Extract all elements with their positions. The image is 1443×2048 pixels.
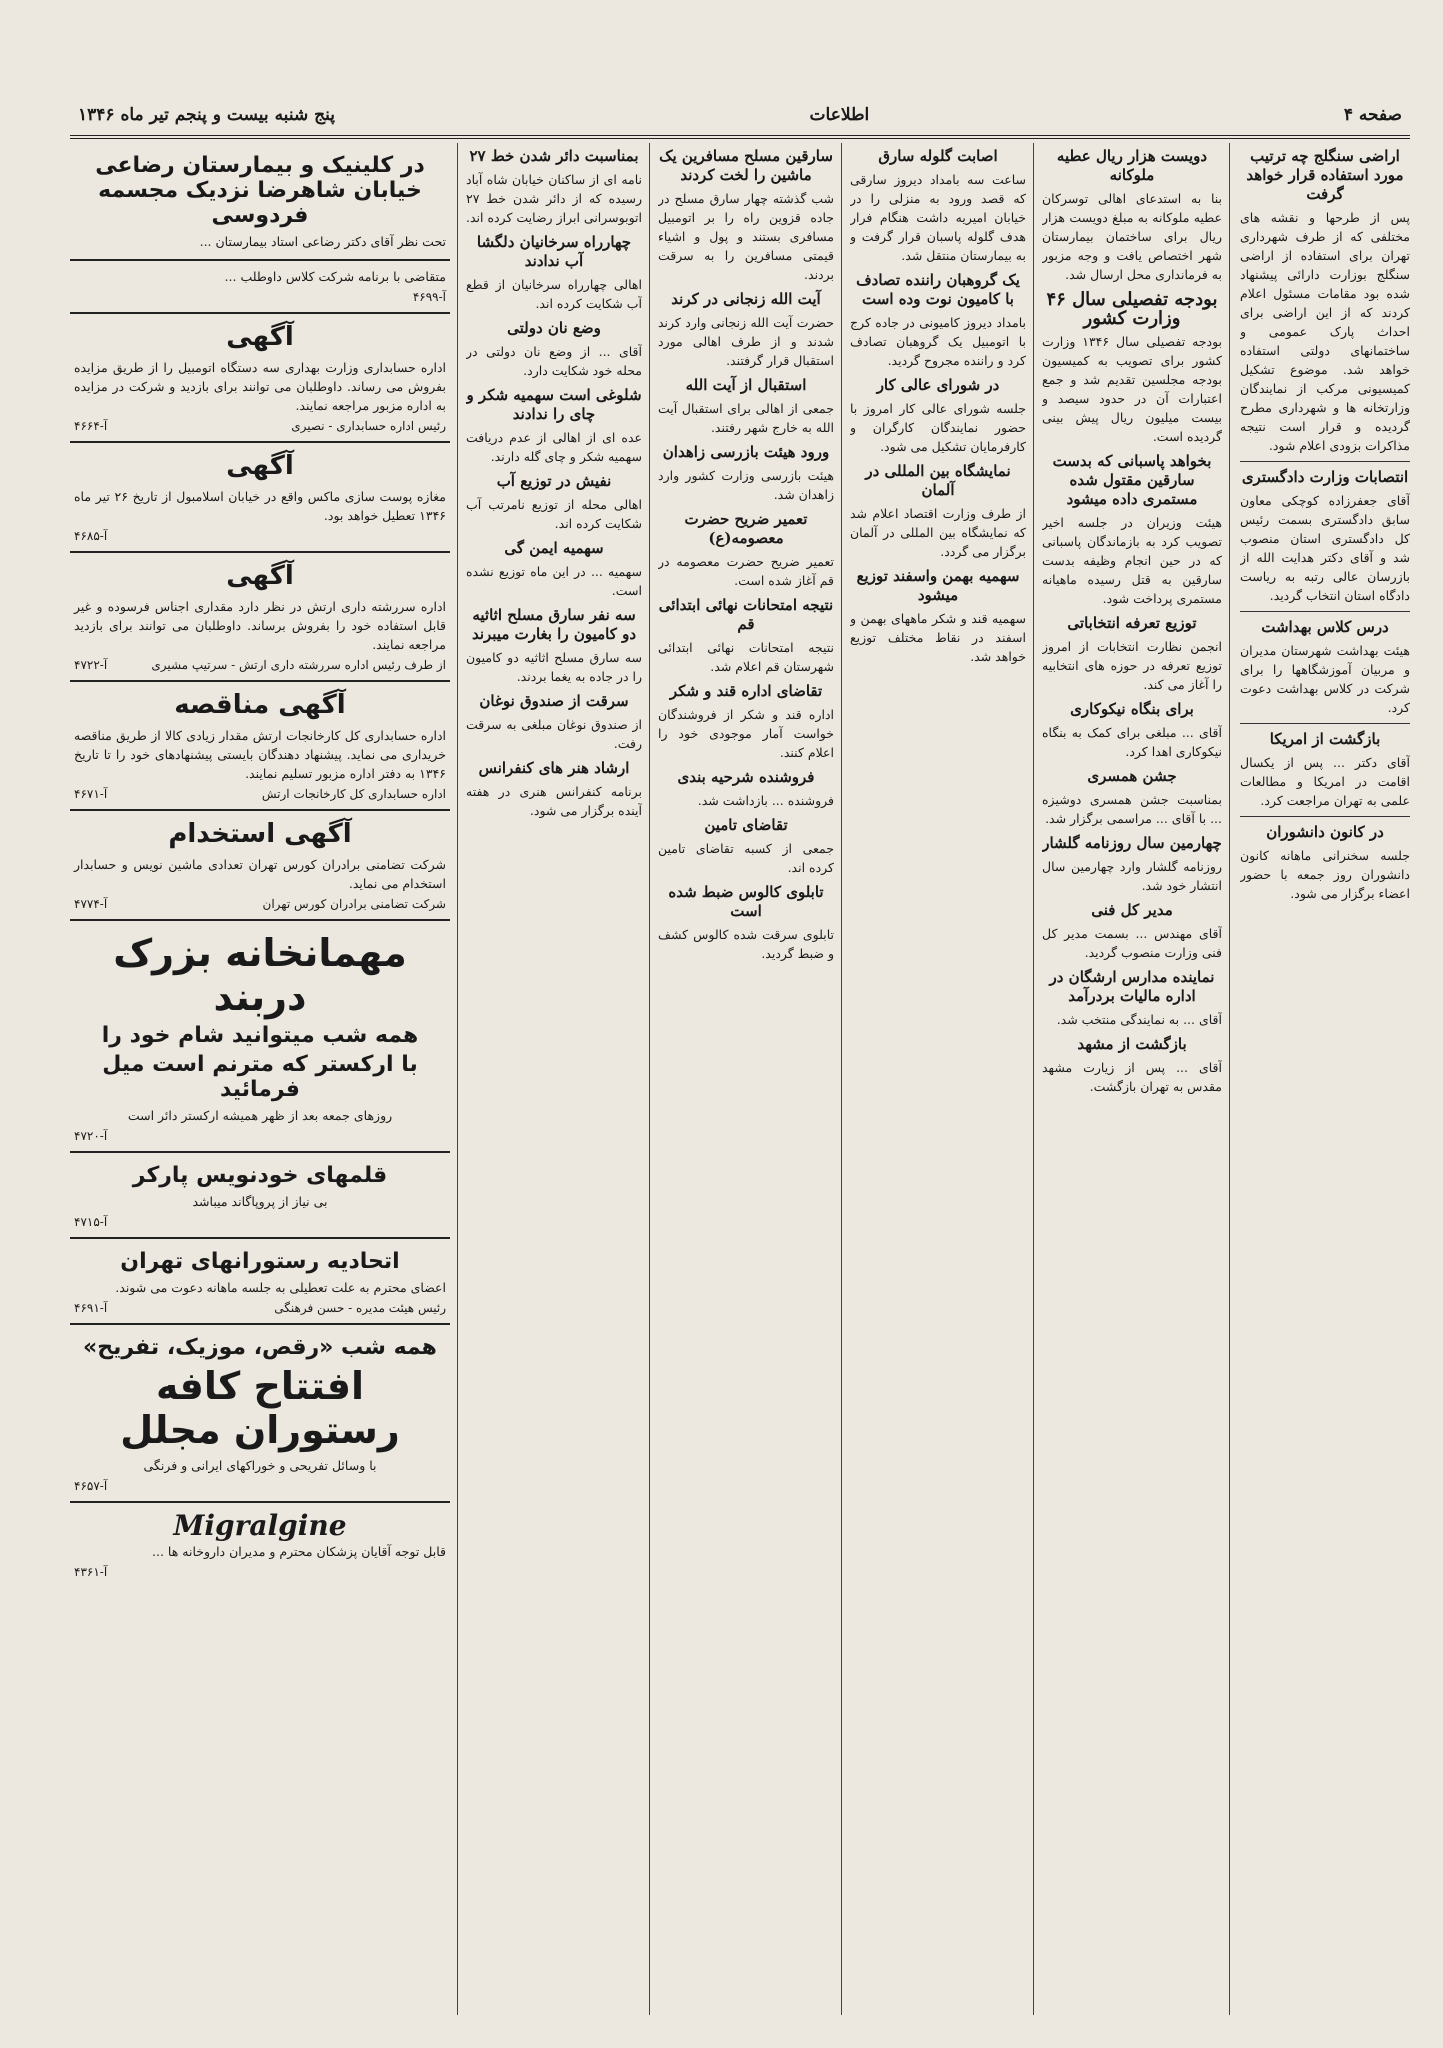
article-body: بودجه تفصیلی سال ۱۳۴۶ وزارت کشور برای تصویب به کمیسیون بودجه مجلسین تقدیم شد و جمع اعتبارات آن در حدود سیصد و بیست میلیون ریال پیش بینی گردیده است. [1042,334,1222,444]
ad-text: با وسائل تفریحی و خوراکهای ایرانی و فرنگی [143,1458,377,1473]
article-title: در شورای عالی کار [876,376,1000,394]
ad-1 [70,314,450,443]
ad-heading: اتحادیه رستورانهای تهران [120,1249,400,1274]
article-body: بامداد دیروز کامیونی در جاده کرج با اتومبیل یک گروهبان تصادف کرد و راننده مجروح گردید. [850,315,1026,368]
ad-line: روزهای جمعه بعد از ظهر همیشه ارکستر دائر است [127,1108,393,1123]
article-body: برنامه کنفرانس هنری در هفته آینده برگزار می شود. [466,784,642,818]
column-news-2 [1042,143,1222,2015]
article-body: هیئت بازرسی وزارت کشور وارد زاهدان شد. [658,468,834,502]
article-body: سهمیه ... در این ماه توزیع نشده است. [466,564,642,598]
article-title: بازگشت از مشهد [1077,1035,1187,1053]
ad-6 [70,921,450,1153]
ad-code: آ-۴۷۲۲ [74,658,108,672]
article-title: بازگشت از امریکا [1269,730,1381,748]
article-body: پس از طرحها و نقشه های مختلفی که از طرف شهرداری تهران برای استفاده از اراضی سنگلج بوزارت دارائی پیشنهاد شده بود مقامات مسئول اعلام کردند که از این اراضی برای احداث پارک عمومی و ساختمانهای دولتی استفاده خواهد شد. موضوع تشکیل کمیسیونی مرکب از نمایندگان وزارتخانه ها و شهرداری مطرح گردیده و قرار است نتیجه مذاکرات بزودی اعلام شود. [1240,210,1410,453]
article-body: از طرف وزارت اقتصاد اعلام شد که نمایشگاه بین المللی در آلمان برگزار می گردد. [850,506,1026,559]
ad-signature: رئیس اداره حسابداری - نصیری [291,419,446,433]
article-title: ارشاد هنر های کنفرانس [478,759,630,777]
ad-heading: قلمهای خودنویس پارکر [132,1163,388,1188]
ad-code: آ-۴۶۸۵ [74,529,108,543]
article-title: سرقت از صندوق نوغان [479,692,629,710]
ad-line: همه شب «رقص، موزیک، تفریح» [83,1335,437,1360]
ad-8 [70,1239,450,1325]
article-body: آقای ... به نمایندگی منتخب شد. [1056,1012,1222,1027]
ad-7 [70,1153,450,1239]
clinic-ad [70,143,450,261]
ad-10 [70,1503,450,1587]
ad-signature: از طرف رئیس اداره سررشته داری ارتش - سرتیپ مشیری [151,658,446,672]
article-body: روزنامه گلشار وارد چهارمین سال انتشار خود شد. [1042,859,1222,893]
article-title: تقاضای تامین [704,816,788,834]
article-body: عده ای از اهالی از عدم دریافت سهمیه شکر و چای گله دارند. [466,430,642,464]
article-title: برای بنگاه نیکوکاری [1070,700,1194,718]
article-title: انتصابات وزارت دادگستری [1241,468,1409,486]
ad-text: اداره حسابداری وزارت بهداری سه دستگاه اتومبیل را از طریق مزایده بفروش می رساند. داوطلبان می توانند برای بازدید و شرکت در مزایده به اداره مزبور مراجعه نمایند. [74,360,446,413]
ad-line: همه شب میتوانید شام خود را [101,1023,419,1048]
ad-5 [70,811,450,921]
article-title: سه نفر سارق مسلح اثاثیه دو کامیون را بغارت میبرند [471,606,637,643]
article-body: آقای ... مبلغی برای کمک به بنگاه نیکوکاری اهدا کرد. [1042,725,1222,759]
ad-heading: آگهی مناقصه [174,690,346,720]
article-body: تعمیر ضریح حضرت معصومه در قم آغاز شده است. [658,554,834,588]
article-title: توزیع تعرفه انتخاباتی [1067,614,1197,632]
issue-date: پنج شنبه بیست و پنجم تیر ماه ۱۳۴۶ [78,105,335,125]
notice-ad [70,261,450,314]
article-title: درس کلاس بهداشت [1261,618,1389,636]
article-title: تعمیر ضریح حضرت معصومه(ع) [684,510,808,547]
ad-code: آ-۴۶۶۴ [74,419,108,433]
ad-3 [70,553,450,682]
ad-4 [70,682,450,811]
column-news-3 [850,143,1026,2015]
article-body: جمعی از اهالی برای استقبال آیت الله به خارج شهر رفتند. [658,401,834,435]
ad-signature: رئیس هیئت مدیره - حسن فرهنگی [274,1301,446,1315]
ad-code: آ-۴۷۷۴ [74,897,108,911]
ad-heading: مهمانخانه بزرک دربند [113,931,407,1019]
article-title: مدیر کل فنی [1091,901,1173,919]
ad-code: آ-۴۶۹۹ [412,290,446,304]
ad-text: مغازه پوست سازی ماکس واقع در خیابان اسلامبول از تاریخ ۲۶ تیر ماه ۱۳۴۶ تعطیل خواهد بود. [74,489,446,523]
column-news-5 [466,143,642,2015]
article-title: چهارراه سرخانیان دلگشا آب ندادند [476,233,632,270]
ad-code: آ-۴۷۲۰ [74,1129,108,1143]
article-body: جلسه سخنرانی ماهانه کانون دانشوران روز جمعه با حضور اعضاء برگزار می شود. [1240,848,1410,901]
article-title: یک گروهبان راننده تصادف با کامیون نوت وده است [856,271,1020,308]
article-title: تقاضای اداره قند و شکر [669,682,823,700]
page-number: صفحه ۴ [1343,105,1402,125]
article-title: نتیجه امتحانات نهائی ابتدائی قم [658,596,834,633]
article-body: اداره قند و شکر از فروشندگان خواست آمار موجودی خود را اعلام کنند. [658,707,834,760]
article-body: نامه ای از ساکنان خیابان شاه آباد رسیده که از دائر شدن خط ۲۷ اتوبوسرانی ابراز رضایت کرده اند. [466,172,642,225]
article-title: در کانون دانشوران [1266,823,1384,841]
article-title: نفیش در توزیع آب [496,472,612,490]
article-title: چهارمین سال روزنامه گلشار [1042,834,1222,852]
article-body: بنا به استدعای اهالی توسرکان عطیه ملوکانه به مبلغ دویست هزار ریال برای ساختمان بیمارستان شهر اختصاص یافت و وجه مزبور به فرمانداری محل ارسال شد. [1042,191,1222,282]
ad-signature: شرکت تضامنی برادران کورس تهران [262,897,446,911]
article-body: ساعت سه بامداد دیروز سارقی که قصد ورود به منزلی را در خیابان امیریه داشت هنگام فرار هدف گلوله پاسبان قرار گرفت و به بیمارستان منتقل شد. [850,172,1026,263]
column-news-1 [1240,143,1410,2015]
article-body: تابلوی سرقت شده کالوس کشف و ضبط گردید. [658,927,834,961]
column-news-4 [658,143,834,2015]
article-body: از صندوق نوغان مبلغی به سرقت رفت. [466,717,642,751]
ad-9 [70,1325,450,1503]
article-body: شب گذشته چهار سارق مسلح در جاده قزوین راه را بر اتومبیل مسافری بستند و پول و اشیاء قیمتی مسافرین را به سرقت بردند. [658,191,834,282]
article-title: فروشنده شرحیه بندی [677,768,815,786]
column-ads [70,143,450,2015]
ad-code: آ-۴۶۷۱ [74,787,108,801]
ad-heading: آگهی [226,322,294,352]
ad-line: بی نیاز از پروپاگاند میباشد [192,1194,328,1209]
article-title: تابلوی کالوس ضبط شده است [668,883,824,920]
ad-heading: افتتاح کافه رستوران مجلل [120,1364,400,1452]
article-body: اهالی محله از توزیع نامرتب آب شکایت کرده اند. [466,497,642,531]
ad-text: تحت نظر آقای دکتر رضاعی استاد بیمارستان ... [199,234,446,249]
ad-2 [70,443,450,553]
article-title: شلوغی است سهمیه شکر و چای را ندادند [466,386,642,423]
article-title: اصابت گلوله سارق [878,147,998,165]
ad-heading: آگهی [226,451,294,481]
ad-heading: در کلینیک و بیمارستان رضاعی خیابان شاهرضا نزدیک مجسمه فردوسی [95,153,425,228]
ad-line: با ارکستر که مترنم است میل فرمائید [102,1052,418,1102]
article-title: آیت الله زنجانی در کرند [671,290,821,308]
article-body: آقای مهندس ... بسمت مدیر کل فنی وزارت منصوب گردید. [1042,926,1222,960]
article-body: هیئت بهداشت شهرستان مدیران و مربیان آموزشگاهها را برای شرکت در کلاس بهداشت دعوت کرد. [1240,643,1410,715]
ad-brand: Migralgine [173,1509,347,1542]
ad-heading: آگهی استخدام [168,819,352,849]
article-body: فروشنده ... بازداشت شد. [697,793,834,808]
article-body: آقای ... از وضع نان دولتی در محله خود شکایت دارد. [466,344,642,378]
newspaper-page [70,95,1410,2015]
article-title: سهمیه بهمن واسفند توزیع میشود [856,567,1020,604]
article-title: دویست هزار ریال عطیه ملوکانه [1056,147,1208,184]
ad-heading: آگهی [226,561,294,591]
article-body: اهالی چهارراه سرخانیان از قطع آب شکایت کرده اند. [466,277,642,311]
article-body: آقای ... پس از زیارت مشهد مقدس به تهران بازگشت. [1042,1060,1222,1094]
ad-text: اداره سررشته داری ارتش در نظر دارد مقداری اجناس فرسوده و غیر قابل استفاده خود را بفروش برساند. داوطلبان می توانند برای بازدید مراجعه نمایند. [74,599,446,652]
article-body: حضرت آیت الله زنجانی وارد کرند شدند و از طرف اهالی مورد استقبال قرار گرفتند. [658,315,834,368]
ad-signature: اداره حسابداری کل کارخانجات ارتش [261,787,446,801]
article-title: اراضی سنگلج چه ترتیب مورد استفاده قرار خواهد گرفت [1246,147,1404,203]
page-header [70,95,1410,139]
article-title: ورود هیئت بازرسی زاهدان [662,443,830,461]
article-title: نماینده مدارس ارشگان در اداره مالیات بردرآمد [1049,968,1215,1005]
article-title: بودجه تفصیلی سال ۴۶ وزارت کشور [1046,289,1218,329]
article-title: بمناسبت دائر شدن خط ۲۷ [469,147,639,165]
article-title: سهمیه ایمن گی [504,539,604,557]
article-body: هیئت وزیران در جلسه اخیر تصویب کرد به بازماندگان پاسبانی که در حین انجام وظیفه بدست سارقین به قتل رسیده ماهیانه مستمری پرداخت شود. [1042,515,1222,606]
ad-text: اداره حسابداری کل کارخانجات ارتش مقدار زیادی کالا از طریق مناقصه خریداری می نماید. پیشنهاد دهندگان بایستی پیشنهادهای خود را تا تاریخ ۱۳۴۶ به دفتر اداره مزبور تسلیم نمایند. [74,728,446,781]
article-title: وضع نان دولتی [507,319,601,337]
ad-text: متقاضی با برنامه شرکت کلاس داوطلب ... [224,269,446,284]
article-body: بمناسبت جشن همسری دوشیزه ... با آقای ... مراسمی برگزار شد. [1042,792,1222,826]
ad-text: اعضای محترم به علت تعطیلی به جلسه ماهانه دعوت می شوند. [115,1280,446,1295]
ad-code: آ-۴۷۱۵ [74,1215,108,1229]
ad-text: شرکت تضامنی برادران کورس تهران تعدادی ماشین نویس و حسابدار استخدام می نماید. [74,857,446,891]
article-title: استقبال از آیت الله [685,376,807,394]
paper-name: اطلاعات [809,105,870,125]
article-body: آقای دکتر ... پس از یکسال اقامت در امریکا و مطالعات علمی به تهران مراجعت کرد. [1240,755,1410,808]
article-body: سهمیه قند و شکر ماههای بهمن و اسفند در نقاط مختلف توزیع خواهد شد. [850,611,1026,664]
article-body: جلسه شورای عالی کار امروز با حضور نمایندگان کارگران و کارفرمایان تشکیل می شود. [850,401,1026,454]
article-body: سه سارق مسلح اثاثیه دو کامیون را در جاده به یغما بردند. [466,650,642,684]
article-title: سارقین مسلح مسافرین یک ماشین را لخت کردند [659,147,833,184]
article-title: بخواهد پاسبانی که بدست سارقین مقتول شده مستمری داده میشود [1052,452,1212,508]
article-body: نتیجه امتحانات نهائی ابتدائی شهرستان قم اعلام شد. [658,640,834,674]
article-title: جشن همسری [1087,767,1177,785]
article-body: انجمن نظارت انتخابات از امروز توزیع تعرفه در حوزه های انتخابیه را آغاز می کند. [1042,639,1222,692]
article-body: جمعی از کسبه تقاضای تامین کرده اند. [658,841,834,875]
ad-text: قابل توجه آقایان پزشکان محترم و مدیران داروخانه ها ... [152,1544,446,1559]
ad-code: آ-۴۶۵۷ [74,1479,108,1493]
article-title: نمایشگاه بین المللی در آلمان [865,462,1011,499]
ad-code: آ-۴۳۶۱ [74,1565,108,1579]
article-body: آقای جعفرزاده کوچکی معاون سابق دادگستری بسمت رئیس کل دادگستری استان منصوب شد و آقای دکتر هدایت الله از بازرسان عالی رتبه به ریاست دادگاه استان انتخاب گردید. [1240,493,1410,603]
ad-code: آ-۴۶۹۱ [74,1301,108,1315]
